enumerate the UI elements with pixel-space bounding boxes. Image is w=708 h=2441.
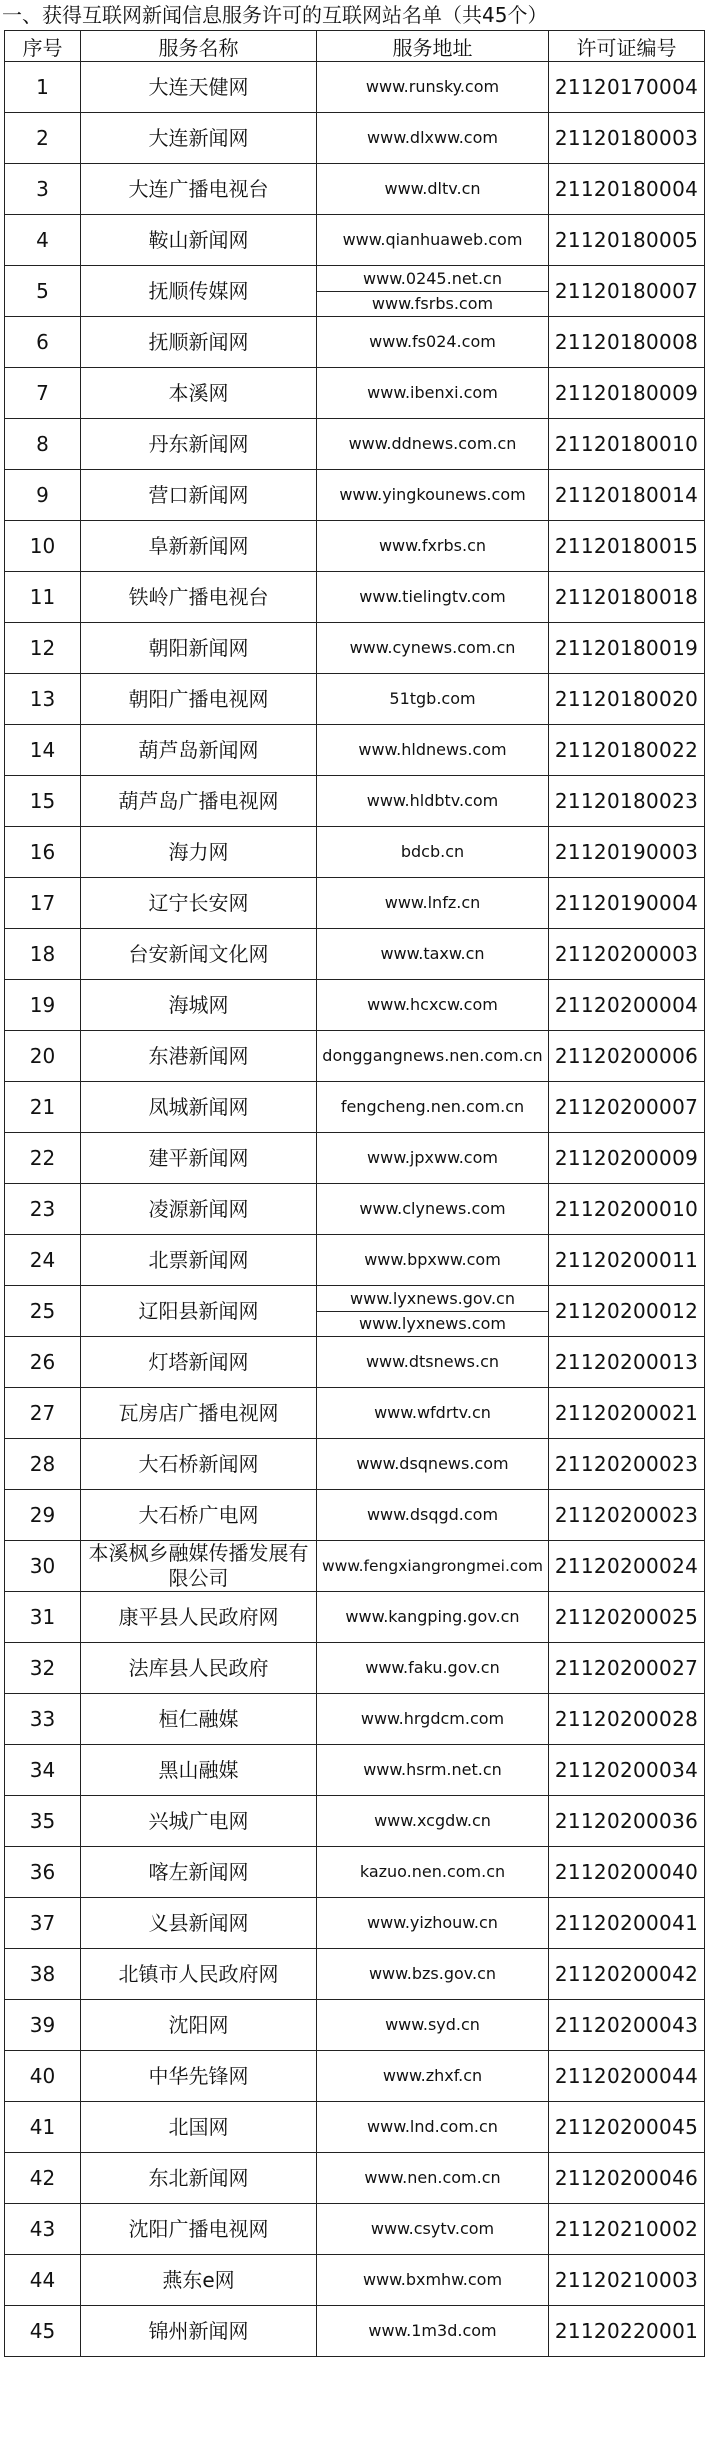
service-address: www.hrgdcm.com <box>317 1694 549 1745</box>
table-row <box>5 2306 705 2357</box>
service-address: www.fengxiangrongmei.com <box>317 1541 549 1592</box>
table-row <box>5 1949 705 2000</box>
row-index: 29 <box>5 1490 81 1541</box>
service-address: www.hldnews.com <box>317 725 549 776</box>
website-list-table <box>4 30 705 2357</box>
service-address <box>317 266 549 317</box>
table-row <box>5 2102 705 2153</box>
row-index: 11 <box>5 572 81 623</box>
service-address: www.nen.com.cn <box>317 2153 549 2204</box>
service-name: 义县新闻网 <box>81 1898 317 1949</box>
service-address: www.bpxww.com <box>317 1235 549 1286</box>
license-number: 21120200034 <box>549 1745 705 1796</box>
service-name: 辽阳县新闻网 <box>81 1286 317 1337</box>
row-index: 45 <box>5 2306 81 2357</box>
row-index: 37 <box>5 1898 81 1949</box>
table-row <box>5 2255 705 2306</box>
table-row <box>5 1337 705 1388</box>
service-address: www.bxmhw.com <box>317 2255 549 2306</box>
service-name: 朝阳广播电视网 <box>81 674 317 725</box>
license-number: 21120200043 <box>549 2000 705 2051</box>
service-name: 辽宁长安网 <box>81 878 317 929</box>
service-name: 大连新闻网 <box>81 113 317 164</box>
service-address: www.zhxf.cn <box>317 2051 549 2102</box>
row-index: 10 <box>5 521 81 572</box>
table-row <box>5 776 705 827</box>
table-row <box>5 215 705 266</box>
license-number: 21120180018 <box>549 572 705 623</box>
table-header-row <box>5 31 705 62</box>
license-number: 21120190003 <box>549 827 705 878</box>
service-address-part: www.0245.net.cn <box>363 269 502 288</box>
license-number: 21120210002 <box>549 2204 705 2255</box>
service-address: www.wfdrtv.cn <box>317 1388 549 1439</box>
service-address: www.lnd.com.cn <box>317 2102 549 2153</box>
license-number: 21120200040 <box>549 1847 705 1898</box>
service-name: 本溪网 <box>81 368 317 419</box>
service-name: 朝阳新闻网 <box>81 623 317 674</box>
service-name: 海力网 <box>81 827 317 878</box>
row-index: 31 <box>5 1592 81 1643</box>
row-index: 32 <box>5 1643 81 1694</box>
service-address: www.yingkounews.com <box>317 470 549 521</box>
service-address: www.ibenxi.com <box>317 368 549 419</box>
service-name: 丹东新闻网 <box>81 419 317 470</box>
row-index: 7 <box>5 368 81 419</box>
service-name: 海城网 <box>81 980 317 1031</box>
service-name: 北国网 <box>81 2102 317 2153</box>
row-index: 24 <box>5 1235 81 1286</box>
header-service-name: 服务名称 <box>81 31 317 62</box>
table-row <box>5 1694 705 1745</box>
service-address: www.fs024.com <box>317 317 549 368</box>
table-row <box>5 368 705 419</box>
row-index: 39 <box>5 2000 81 2051</box>
service-address: www.ddnews.com.cn <box>317 419 549 470</box>
license-number: 21120200045 <box>549 2102 705 2153</box>
table-row <box>5 1643 705 1694</box>
service-name: 兴城广电网 <box>81 1796 317 1847</box>
license-number: 21120170004 <box>549 62 705 113</box>
table-row <box>5 470 705 521</box>
service-address: www.clynews.com <box>317 1184 549 1235</box>
service-address: www.hsrm.net.cn <box>317 1745 549 1796</box>
service-name: 大石桥新闻网 <box>81 1439 317 1490</box>
license-number: 21120180003 <box>549 113 705 164</box>
service-name: 大连天健网 <box>81 62 317 113</box>
table-row <box>5 1388 705 1439</box>
header-index: 序号 <box>5 31 81 62</box>
service-address: www.dsqgd.com <box>317 1490 549 1541</box>
table-row <box>5 1133 705 1184</box>
table-row <box>5 725 705 776</box>
license-number: 21120180008 <box>549 317 705 368</box>
service-address: www.tielingtv.com <box>317 572 549 623</box>
service-name: 沈阳网 <box>81 2000 317 2051</box>
license-number: 21120200023 <box>549 1490 705 1541</box>
license-number: 21120180007 <box>549 266 705 317</box>
license-number: 21120200010 <box>549 1184 705 1235</box>
service-name: 凤城新闻网 <box>81 1082 317 1133</box>
service-address: fengcheng.nen.com.cn <box>317 1082 549 1133</box>
table-row <box>5 980 705 1031</box>
service-name: 鞍山新闻网 <box>81 215 317 266</box>
row-index: 33 <box>5 1694 81 1745</box>
row-index: 9 <box>5 470 81 521</box>
license-number: 21120200012 <box>549 1286 705 1337</box>
service-name: 沈阳广播电视网 <box>81 2204 317 2255</box>
row-index: 35 <box>5 1796 81 1847</box>
license-number: 21120200036 <box>549 1796 705 1847</box>
row-index: 3 <box>5 164 81 215</box>
service-address: www.hcxcw.com <box>317 980 549 1031</box>
license-number: 21120200027 <box>549 1643 705 1694</box>
license-number: 21120200046 <box>549 2153 705 2204</box>
license-number: 21120200024 <box>549 1541 705 1592</box>
service-name: 铁岭广播电视台 <box>81 572 317 623</box>
service-address: 51tgb.com <box>317 674 549 725</box>
license-number: 21120180022 <box>549 725 705 776</box>
license-number: 21120200009 <box>549 1133 705 1184</box>
license-number: 21120200006 <box>549 1031 705 1082</box>
row-index: 13 <box>5 674 81 725</box>
license-number: 21120200044 <box>549 2051 705 2102</box>
row-index: 4 <box>5 215 81 266</box>
table-row <box>5 623 705 674</box>
table-row <box>5 827 705 878</box>
license-number: 21120210003 <box>549 2255 705 2306</box>
service-address: www.taxw.cn <box>317 929 549 980</box>
license-number: 21120180023 <box>549 776 705 827</box>
service-name: 北票新闻网 <box>81 1235 317 1286</box>
service-name: 黑山融媒 <box>81 1745 317 1796</box>
service-address: www.dsqnews.com <box>317 1439 549 1490</box>
license-number: 21120220001 <box>549 2306 705 2357</box>
service-name: 大石桥广电网 <box>81 1490 317 1541</box>
license-number: 21120180019 <box>549 623 705 674</box>
row-index: 42 <box>5 2153 81 2204</box>
table-row <box>5 1592 705 1643</box>
table-row <box>5 2204 705 2255</box>
service-name: 台安新闻文化网 <box>81 929 317 980</box>
license-number: 21120190004 <box>549 878 705 929</box>
table-row <box>5 929 705 980</box>
service-name: 营口新闻网 <box>81 470 317 521</box>
license-number: 21120200028 <box>549 1694 705 1745</box>
table-row <box>5 1847 705 1898</box>
service-name: 建平新闻网 <box>81 1133 317 1184</box>
service-address-part: www.lyxnews.gov.cn <box>350 1289 515 1308</box>
page-title: 一、获得互联网新闻信息服务许可的互联网站名单（共45个） <box>2 3 548 27</box>
service-address: www.bzs.gov.cn <box>317 1949 549 2000</box>
service-address: www.qianhuaweb.com <box>317 215 549 266</box>
table-row <box>5 572 705 623</box>
row-index: 25 <box>5 1286 81 1337</box>
license-number: 21120180005 <box>549 215 705 266</box>
service-address <box>317 1286 549 1337</box>
license-number: 21120180014 <box>549 470 705 521</box>
row-index: 14 <box>5 725 81 776</box>
license-number: 21120180010 <box>549 419 705 470</box>
service-address: www.csytv.com <box>317 2204 549 2255</box>
service-address: www.xcgdw.cn <box>317 1796 549 1847</box>
table-row <box>5 1541 705 1592</box>
service-name: 葫芦岛新闻网 <box>81 725 317 776</box>
row-index: 43 <box>5 2204 81 2255</box>
service-address: www.fxrbs.cn <box>317 521 549 572</box>
service-address-part: www.fsrbs.com <box>317 291 548 316</box>
table-row <box>5 2000 705 2051</box>
license-number: 21120200003 <box>549 929 705 980</box>
service-address: www.hldbtv.com <box>317 776 549 827</box>
service-name: 灯塔新闻网 <box>81 1337 317 1388</box>
service-name: 喀左新闻网 <box>81 1847 317 1898</box>
table-row <box>5 1184 705 1235</box>
service-address: www.yizhouw.cn <box>317 1898 549 1949</box>
license-number: 21120200007 <box>549 1082 705 1133</box>
row-index: 27 <box>5 1388 81 1439</box>
row-index: 5 <box>5 266 81 317</box>
table-row <box>5 62 705 113</box>
table-row <box>5 317 705 368</box>
license-number: 21120200025 <box>549 1592 705 1643</box>
row-index: 6 <box>5 317 81 368</box>
table-row <box>5 1745 705 1796</box>
service-name: 东港新闻网 <box>81 1031 317 1082</box>
service-name: 东北新闻网 <box>81 2153 317 2204</box>
table-row <box>5 2051 705 2102</box>
row-index: 21 <box>5 1082 81 1133</box>
license-number: 21120180009 <box>549 368 705 419</box>
table-row <box>5 1286 705 1337</box>
service-address: www.runsky.com <box>317 62 549 113</box>
row-index: 40 <box>5 2051 81 2102</box>
service-address: donggangnews.nen.com.cn <box>317 1031 549 1082</box>
service-name: 抚顺传媒网 <box>81 266 317 317</box>
table-row <box>5 1235 705 1286</box>
table-row <box>5 1898 705 1949</box>
service-name: 抚顺新闻网 <box>81 317 317 368</box>
service-address-part: www.lyxnews.com <box>317 1311 548 1336</box>
table-row <box>5 1439 705 1490</box>
service-address: www.syd.cn <box>317 2000 549 2051</box>
row-index: 19 <box>5 980 81 1031</box>
service-address: www.cynews.com.cn <box>317 623 549 674</box>
license-number: 21120180020 <box>549 674 705 725</box>
header-service-address: 服务地址 <box>317 31 549 62</box>
service-name: 阜新新闻网 <box>81 521 317 572</box>
row-index: 16 <box>5 827 81 878</box>
row-index: 28 <box>5 1439 81 1490</box>
row-index: 15 <box>5 776 81 827</box>
license-number: 21120200023 <box>549 1439 705 1490</box>
service-name: 瓦房店广播电视网 <box>81 1388 317 1439</box>
table-row <box>5 266 705 317</box>
row-index: 38 <box>5 1949 81 2000</box>
table-row <box>5 1796 705 1847</box>
service-address: www.jpxww.com <box>317 1133 549 1184</box>
service-name: 法库县人民政府 <box>81 1643 317 1694</box>
row-index: 44 <box>5 2255 81 2306</box>
row-index: 34 <box>5 1745 81 1796</box>
service-name: 大连广播电视台 <box>81 164 317 215</box>
license-number: 21120200021 <box>549 1388 705 1439</box>
table-row <box>5 878 705 929</box>
license-number: 21120200013 <box>549 1337 705 1388</box>
service-name: 桓仁融媒 <box>81 1694 317 1745</box>
table-row <box>5 113 705 164</box>
service-name: 凌源新闻网 <box>81 1184 317 1235</box>
service-name: 北镇市人民政府网 <box>81 1949 317 2000</box>
row-index: 12 <box>5 623 81 674</box>
license-number: 21120200004 <box>549 980 705 1031</box>
service-address: www.dltv.cn <box>317 164 549 215</box>
row-index: 20 <box>5 1031 81 1082</box>
table-row <box>5 674 705 725</box>
row-index: 22 <box>5 1133 81 1184</box>
service-name: 葫芦岛广播电视网 <box>81 776 317 827</box>
service-address: www.lnfz.cn <box>317 878 549 929</box>
license-number: 21120200042 <box>549 1949 705 2000</box>
service-name: 锦州新闻网 <box>81 2306 317 2357</box>
service-name: 康平县人民政府网 <box>81 1592 317 1643</box>
row-index: 2 <box>5 113 81 164</box>
table-row <box>5 1082 705 1133</box>
service-name: 燕东e网 <box>81 2255 317 2306</box>
service-address: kazuo.nen.com.cn <box>317 1847 549 1898</box>
row-index: 8 <box>5 419 81 470</box>
table-row <box>5 1031 705 1082</box>
table-row <box>5 164 705 215</box>
table-body <box>5 62 705 2357</box>
row-index: 17 <box>5 878 81 929</box>
license-number: 21120200041 <box>549 1898 705 1949</box>
table-row <box>5 521 705 572</box>
license-number: 21120200011 <box>549 1235 705 1286</box>
table-row <box>5 419 705 470</box>
row-index: 41 <box>5 2102 81 2153</box>
row-index: 1 <box>5 62 81 113</box>
service-name: 本溪枫乡融媒传播发展有限公司 <box>81 1541 317 1592</box>
row-index: 23 <box>5 1184 81 1235</box>
service-address: www.faku.gov.cn <box>317 1643 549 1694</box>
header-license-number: 许可证编号 <box>549 31 705 62</box>
row-index: 18 <box>5 929 81 980</box>
service-address: www.1m3d.com <box>317 2306 549 2357</box>
table-row <box>5 1490 705 1541</box>
table-row <box>5 2153 705 2204</box>
license-number: 21120180004 <box>549 164 705 215</box>
row-index: 30 <box>5 1541 81 1592</box>
service-address: bdcb.cn <box>317 827 549 878</box>
service-address: www.dlxww.com <box>317 113 549 164</box>
row-index: 36 <box>5 1847 81 1898</box>
row-index: 26 <box>5 1337 81 1388</box>
service-address: www.dtsnews.cn <box>317 1337 549 1388</box>
service-address: www.kangping.gov.cn <box>317 1592 549 1643</box>
service-name: 中华先锋网 <box>81 2051 317 2102</box>
license-number: 21120180015 <box>549 521 705 572</box>
